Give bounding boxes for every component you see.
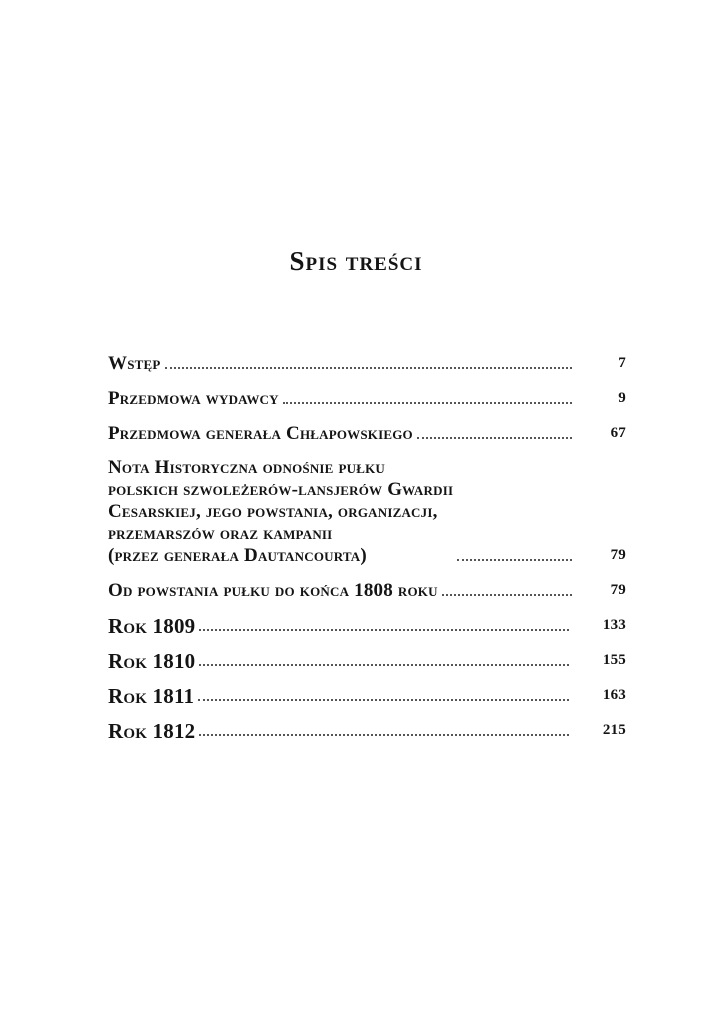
- toc-entry-title-line: Rok 1809: [108, 614, 196, 638]
- toc-entry-title: [108, 615, 195, 637]
- dot-leader: [457, 559, 572, 561]
- toc-entry-title: [108, 580, 438, 602]
- toc-entry-title: [108, 685, 194, 707]
- toc-page-number: 67: [610, 425, 626, 441]
- dot-leader: [199, 734, 569, 736]
- page-title: Spis treści: [289, 246, 423, 276]
- toc-entry-title: [108, 457, 453, 567]
- toc-entry-title-line: Przedmowa generała Chłapowskiego: [108, 423, 413, 444]
- dot-leader: [417, 437, 572, 439]
- toc-page-number: 155: [602, 652, 626, 668]
- toc-page-number: 133: [602, 617, 626, 633]
- toc-entry-rok-1811: [108, 684, 626, 707]
- toc-page-number: 7: [618, 355, 626, 371]
- toc-entry-title: [108, 720, 195, 742]
- toc-entry-przedmowa-generala: [108, 422, 626, 445]
- toc-entry-title-line: Wstęp: [108, 353, 161, 374]
- dot-leader: [283, 402, 572, 404]
- dot-leader: [165, 367, 572, 369]
- toc-entry-title-line: Rok 1810: [108, 649, 196, 673]
- toc-entry-od-powstania-pulku: [108, 579, 626, 602]
- toc-entry-title-line: Rok 1811: [108, 684, 195, 708]
- toc-page-number: 79: [610, 547, 626, 563]
- toc-entry-rok-1809: [108, 614, 626, 637]
- toc-page-number: 9: [618, 390, 626, 406]
- toc-entry-title-line: Rok 1812: [108, 719, 196, 743]
- dot-leader: [199, 629, 569, 631]
- table-of-contents: [108, 352, 626, 754]
- toc-entry-title-line: Od powstania pułku do końca 1808 roku: [108, 580, 438, 601]
- toc-entry-wstep: [108, 352, 626, 375]
- toc-entry-przedmowa-wydawcy: [108, 387, 626, 410]
- toc-entry-title-line: Nota Historyczna odnośnie pułku: [108, 457, 385, 478]
- toc-entry-title: [108, 388, 279, 410]
- toc-entry-title-line: (przez generała Dautancourta): [108, 545, 367, 566]
- toc-entry-title: [108, 353, 161, 375]
- toc-entry-title: [108, 650, 195, 672]
- toc-entry-nota-historyczna: [108, 457, 626, 567]
- toc-entry-title-line: polskich szwoleżerów-lansjerów Gwardii: [108, 479, 454, 500]
- toc-page-number: 79: [610, 582, 626, 598]
- toc-page-number: 215: [602, 722, 626, 738]
- toc-page-number: 163: [602, 687, 626, 703]
- dot-leader: [442, 594, 572, 596]
- dot-leader: [198, 699, 569, 701]
- toc-entry-title-line: przemarszów oraz kampanii: [108, 523, 333, 544]
- toc-entry-title: [108, 423, 413, 445]
- toc-entry-rok-1812: [108, 719, 626, 742]
- toc-entry-rok-1810: [108, 649, 626, 672]
- toc-entry-title-line: Cesarskiej, jego powstania, organizacji,: [108, 501, 438, 522]
- dot-leader: [199, 664, 569, 666]
- toc-entry-title-line: Przedmowa wydawcy: [108, 388, 279, 409]
